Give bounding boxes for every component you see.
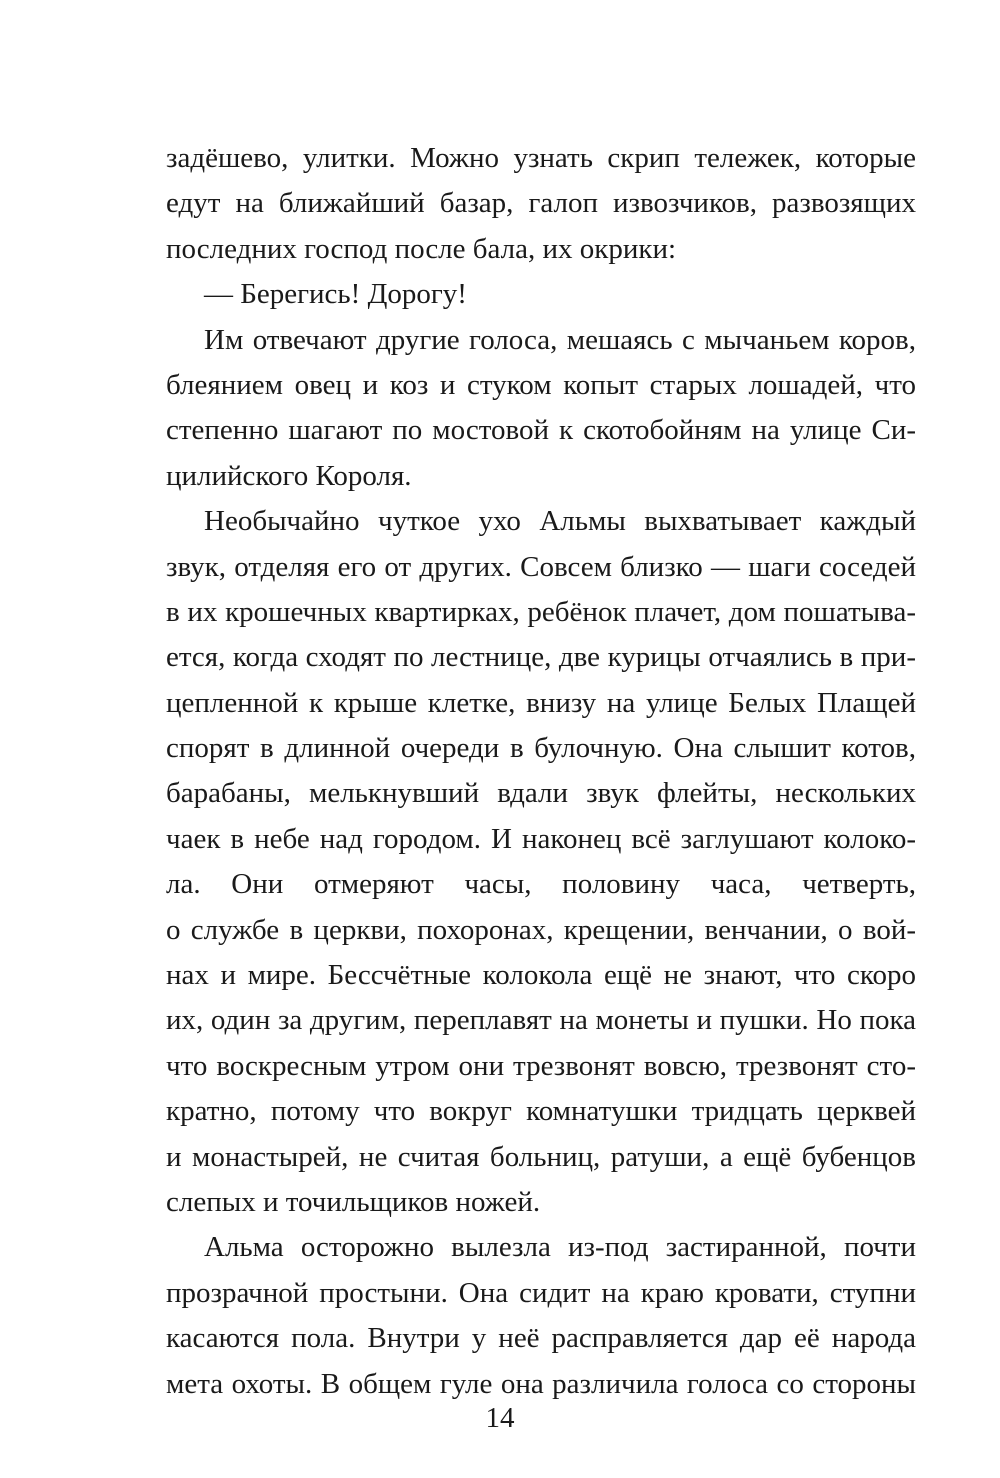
text-line: прозрачной простыни. Она сидит на краю кровати, ступни [166, 1276, 916, 1309]
text-line: последних господ после бала, их окрики: [166, 232, 677, 265]
text-line: их, один за другим, переплавят на монеты и пушки. Но пока [166, 1004, 916, 1037]
text-line: мета охоты. В общем гуле она различила голоса со стороны [166, 1367, 916, 1400]
text-line: Необычайно чуткое ухо Альмы выхватывает каждый [204, 505, 916, 538]
text-line: задёшево, улитки. Можно узнать скрип тележек, которые [166, 142, 916, 174]
text-line: и монастырей, не считая больниц, ратуши, а ещё бубенцов [166, 1140, 916, 1173]
text-line: Им отвечают другие голоса, мешаясь с мычаньем коров, [204, 323, 916, 356]
text-line: блеянием овец и коз и стуком копыт старых лошадей, что [166, 368, 916, 401]
text-line: нах и мире. Бессчётные колокола ещё не знают, что скоро [166, 959, 916, 992]
text-line: что воскресным утром они трезвонят вовсю, трезвонят сто- [166, 1049, 916, 1082]
text-line: звук, отделяя его от других. Совсем близко — шаги соседей [166, 550, 916, 583]
text-line: цепленной к крыше клетке, внизу на улице Белых Плащей [166, 686, 916, 719]
text-line: — Берегись! Дорогу! [204, 278, 467, 311]
text-line: о службе в церкви, похоронах, крещении, венчании, о вой- [166, 913, 916, 946]
text-line: кратно, потому что вокруг комнатушки тридцать церквей [166, 1095, 916, 1128]
text-line: Альма осторожно вылезла из-под застиранной, почти [204, 1231, 916, 1264]
text-line: касаются пола. Внутри у неё расправляется дар её народа [166, 1322, 916, 1355]
body-text [166, 136, 916, 1407]
text-line: степенно шагают по мостовой к скотобойням на улице Си- [166, 414, 916, 447]
text-line: едут на ближайший базар, галоп извозчиков, развозящих [166, 187, 916, 220]
text-line: чаек в небе над городом. И наконец всё заглушают колоко- [166, 822, 916, 855]
text-line: ется, когда сходят по лестнице, две курицы отчаялись в при- [166, 641, 916, 674]
page-number: 14 [485, 1402, 515, 1434]
text-line: цилийского Короля. [166, 459, 412, 492]
text-line: барабаны, мелькнувший вдали звук флейты, нескольких [166, 777, 916, 810]
text-line: ла. Они отмеряют часы, половину часа, четверть, [166, 868, 916, 901]
text-line: в их крошечных квартирках, ребёнок плачет, дом пошатыва- [166, 595, 916, 628]
text-line: слепых и точильщиков ножей. [166, 1185, 541, 1218]
text-line: спорят в длинной очереди в булочную. Она слышит котов, [166, 732, 916, 765]
